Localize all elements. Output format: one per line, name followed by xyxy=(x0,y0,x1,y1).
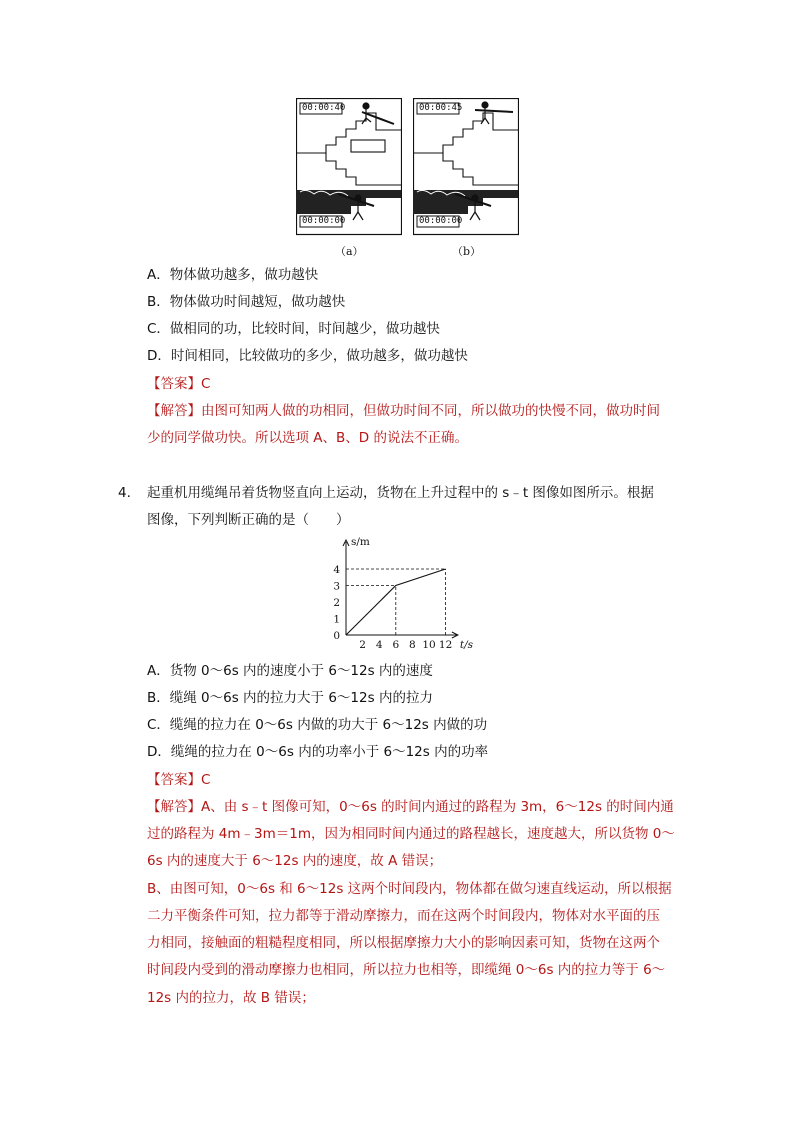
q4-analysis-line-5: 二力平衡条件可知，拉力都等于滑动摩擦力，而在这两个时间段内，物体对水平面的压 xyxy=(147,908,660,924)
x-tick-label-10: 10 xyxy=(422,639,436,651)
q4-analysis-line-7: 时间段内受到的滑动摩擦力也相同，所以拉力也相等，即缆绳 0～6s 内的拉力等于 6～ xyxy=(147,962,666,978)
q4-analysis-line-6: 力相同，接触面的粗糙程度相同，所以根据摩擦力大小的影响因素可知，货物在这两个 xyxy=(147,935,660,951)
x-tick-label-4: 4 xyxy=(375,639,383,651)
y-tick-label-1: 1 xyxy=(333,613,340,626)
figure-panel-b xyxy=(413,98,519,238)
y-tick-label-2: 2 xyxy=(333,597,340,609)
y-axis-label: s/m xyxy=(351,536,370,548)
timer-top-a: 00:00:40 xyxy=(302,103,346,113)
y-tick-label-4: 4 xyxy=(333,564,340,576)
q4-number: 4. xyxy=(118,485,131,501)
q3-analysis-line-2: 少的同学做功快。所以选项 A、B、D 的说法不正确。 xyxy=(147,430,468,446)
timer-top-b: 00:00:45 xyxy=(419,103,463,113)
x-tick-label-2: 2 xyxy=(359,639,366,651)
q3-option-d: D．时间相同，比较做功的多少，做功越多，做功越快 xyxy=(147,348,468,364)
x-tick-label-8: 8 xyxy=(409,639,416,651)
q4-answer: 【答案】C xyxy=(147,772,211,788)
x-axis-label: t/s xyxy=(459,639,474,651)
q3-option-a: A．物体做功越多，做功越快 xyxy=(147,267,319,283)
figure-panel-a xyxy=(296,98,402,238)
q4-option-b: B．缆绳 0～6s 内的拉力大于 6～12s 内的拉力 xyxy=(147,690,433,706)
q4-analysis-line-3: 6s 内的速度大于 6～12s 内的速度，故 A 错误； xyxy=(147,853,443,869)
q3-option-c: C．做相同的功，比较时间，时间越少，做功越快 xyxy=(147,321,440,337)
q4-option-d: D．缆绳的拉力在 0～6s 内的功率小于 6～12s 内的功率 xyxy=(147,744,489,760)
s-t-chart-svg xyxy=(320,532,490,660)
q4-option-a: A．货物 0～6s 内的速度小于 6～12s 内的速度 xyxy=(147,663,433,679)
caption-b: （b） xyxy=(452,245,482,258)
x-tick-label-12: 12 xyxy=(438,639,453,651)
x-tick-label-6: 6 xyxy=(392,639,400,651)
q4-analysis-line-2: 过的路程为 4m﹣3m＝1m，因为相同时间内通过的路程越长，速度越大，所以货物 0～ xyxy=(147,826,675,842)
timer-bottom-b: 00:00:00 xyxy=(419,216,463,226)
q4-analysis-line-4: B、由图可知，0～6s 和 6～12s 这两个时间段内，物体都在做匀速直线运动，所以根据 xyxy=(147,881,672,897)
y-tick-label-0: 0 xyxy=(333,630,340,642)
caption-a: （a） xyxy=(335,245,364,258)
q4-stem-line-1: 起重机用缆绳吊着货物竖直向上运动，货物在上升过程中的 s﹣t 图像如图所示。根据 xyxy=(147,485,654,501)
q3-analysis-line-1: 【解答】由图可知两人做的功相同，但做功时间不同，所以做功的快慢不同，做功时间 xyxy=(147,403,660,419)
q4-stem-line-2: 图像，下列判断正确的是（ ） xyxy=(147,512,350,528)
q3-answer: 【答案】C xyxy=(147,376,211,392)
timer-bottom-a: 00:00:00 xyxy=(302,216,346,226)
q4-option-c: C．缆绳的拉力在 0～6s 内做的功大于 6～12s 内做的功 xyxy=(147,717,488,733)
y-tick-label-3: 3 xyxy=(333,580,340,593)
q3-option-b: B．物体做功时间越短，做功越快 xyxy=(147,294,346,310)
q4-analysis-line-1: 【解答】A、由 s﹣t 图像可知，0～6s 的时间内通过的路程为 3m，6～12s 的时间内通 xyxy=(147,799,674,815)
q4-analysis-line-8: 12s 内的拉力，故 B 错误； xyxy=(147,990,315,1006)
s-t-chart xyxy=(320,532,490,660)
